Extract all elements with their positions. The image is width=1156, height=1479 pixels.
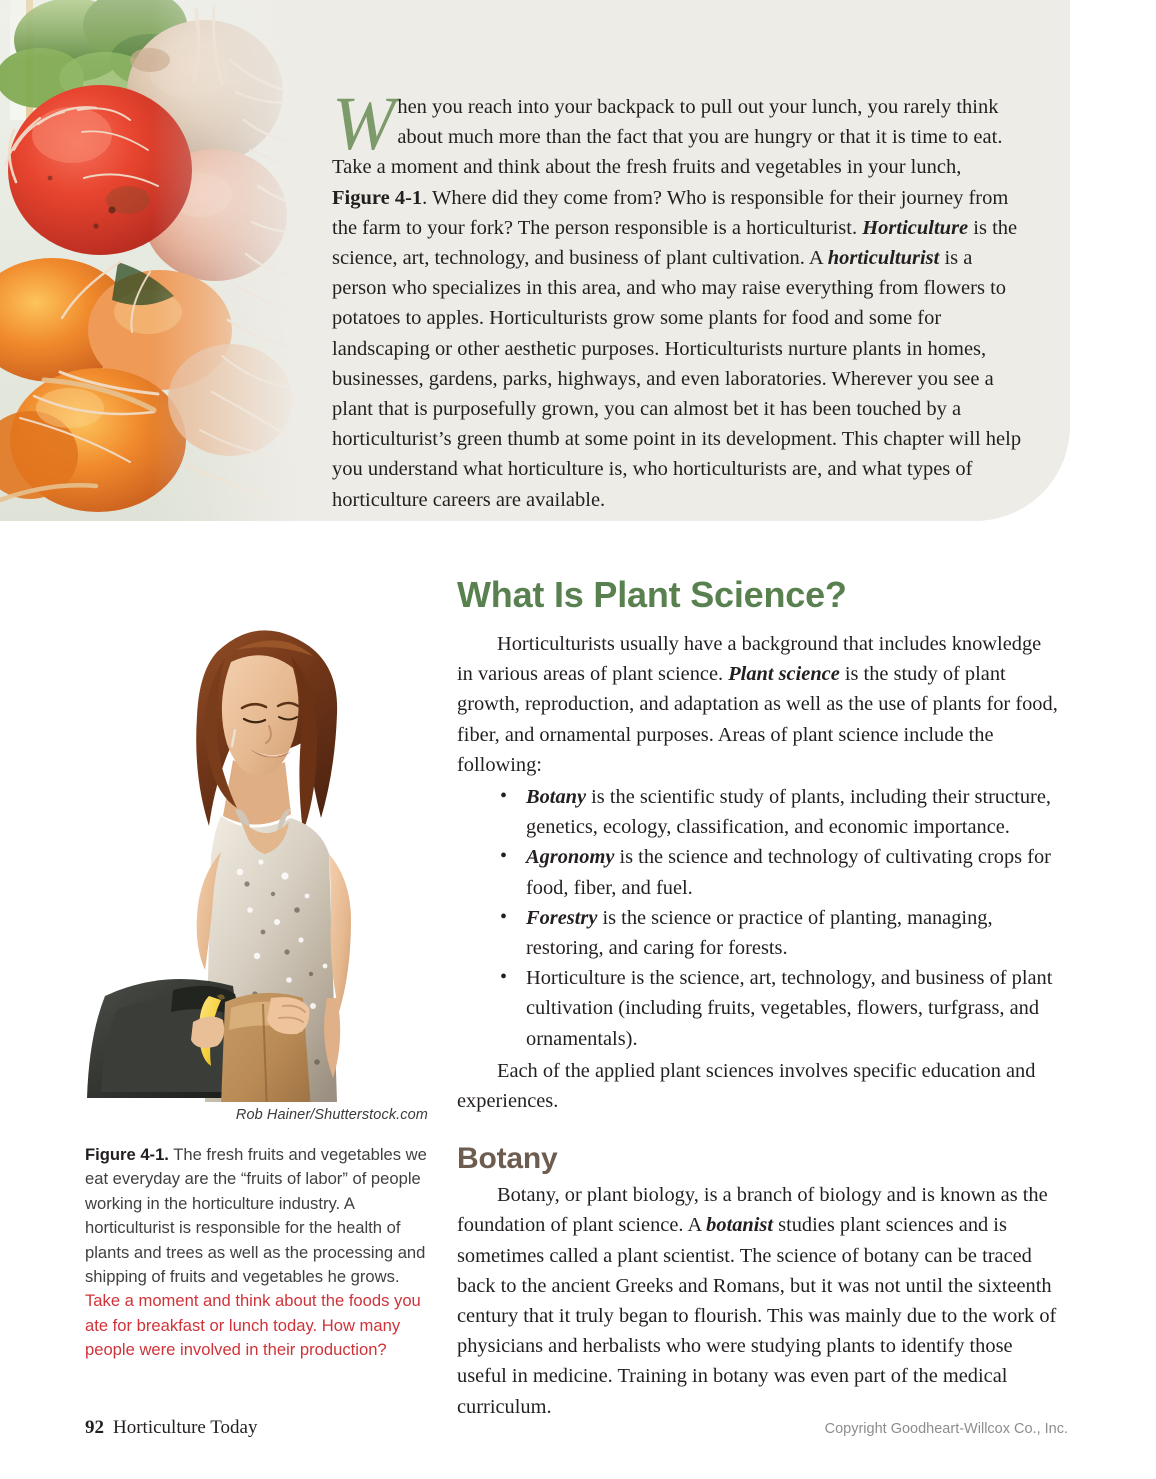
photo-credit: Rob Hainer/Shutterstock.com bbox=[235, 1107, 428, 1123]
page-number: 92 bbox=[85, 1417, 104, 1438]
figure-caption-text: The fresh fruits and vegetables we eat everyday are the “fruits of labor” of people working in the horticulture industry. A horticulturist is responsible for the health of plants and trees as well as the processing and shipping of fruits and vegetables he grows. bbox=[85, 1145, 427, 1287]
list-item-text: Horticulture is the science, art, technology, and business of plant cultivation (including fruits, vegetables, flowers, turfgrass, and ornamentals). bbox=[526, 967, 1053, 1050]
botany-text-a: Botany, or plant biology, is a branch of biology and is known as the foundation of plant science. A bbox=[457, 1184, 1048, 1237]
list-item-text: is the science and technology of cultivating crops for food, fiber, and fuel. bbox=[526, 846, 1051, 899]
drop-cap-letter: W bbox=[332, 82, 396, 166]
footer-running-head bbox=[85, 1417, 257, 1439]
botany-paragraph bbox=[457, 1180, 1059, 1422]
beet-harvest-photo bbox=[0, 0, 330, 521]
list-item-text: is the science or practice of planting, managing, restoring, and caring for forests. bbox=[526, 906, 993, 960]
chapter-opener-banner bbox=[0, 0, 1070, 521]
student-lunch-photo bbox=[85, 610, 428, 1102]
term-plant-science: Plant science bbox=[728, 663, 840, 686]
figure-reference: Figure 4-1 bbox=[332, 186, 423, 209]
list-item bbox=[526, 782, 1059, 842]
term-botanist: botanist bbox=[706, 1214, 774, 1237]
plant-science-text-b: is the study of plant growth, reproduction, and adaptation as well as the use of plants for food, fiber, and ornamental purposes. Areas of plant science include the following: bbox=[457, 663, 1058, 776]
figure-column bbox=[85, 610, 428, 1363]
subsection-heading-botany: Botany bbox=[457, 1142, 558, 1176]
book-title: Horticulture Today bbox=[113, 1417, 258, 1438]
term-agronomy: Agronomy bbox=[526, 846, 615, 869]
chapter-intro-paragraph bbox=[332, 82, 1024, 515]
plant-science-list bbox=[457, 782, 1059, 1054]
student-lunch-illustration bbox=[85, 610, 428, 1102]
intro-text-4: is a person who specializes in this area, and who may raise everything from flowers to potatoes to apples. Horticulturists grow some plants for food and some for landscaping or other aesthetic purposes. Horticulturists nurture plants in homes, businesses, gardens, parks, highways, and even laboratories. Wherever you see a plant that is purposefully grown, you can almost bet it has been touched by a horticulturist’s green thumb at some point in its development. This chapter will help you understand what horticulture is, who horticulturists are, and what types of horticulture careers are available. bbox=[332, 247, 1022, 511]
figure-caption-label: Figure 4-1. bbox=[85, 1145, 169, 1164]
term-horticulture: Horticulture bbox=[862, 216, 969, 239]
plant-science-text-a: Horticulturists usually have a background that includes knowledge in various areas of plant science. bbox=[457, 633, 1042, 686]
intro-text-1: hen you reach into your backpack to pull out your lunch, you rarely think about much more than the fact that you are hungry or that it is time to eat. Take a moment and think about the fresh fruits and vegetables in your lunch, bbox=[332, 96, 1003, 179]
list-item bbox=[526, 842, 1059, 902]
intro-text-2: . Where did they come from? Who is responsible for their journey from the farm to your fork? The person responsible is a horticulturist. bbox=[332, 186, 1009, 239]
copyright-notice: Copyright Goodheart-Willcox Co., Inc. bbox=[824, 1421, 1068, 1437]
figure-caption bbox=[85, 1143, 428, 1363]
list-item bbox=[526, 963, 1059, 1054]
list-item-text: is the scientific study of plants, including their structure, genetics, ecology, classification, and economic importance. bbox=[526, 786, 1051, 839]
term-botany: Botany bbox=[526, 786, 587, 809]
plant-science-intro-paragraph bbox=[457, 629, 1059, 780]
botany-text-b: studies plant sciences and is sometimes called a plant scientist. The science of botany can be traced back to the ancient Greeks and Romans, but it was not until the sixteenth century that it truly began to flourish. This was mainly due to the work of physicians and herbalists who were studying plants to identify those useful in medicine. Training in botany was even part of the medical curriculum. bbox=[457, 1214, 1057, 1418]
plant-science-closing-paragraph: Each of the applied plant sciences involves specific education and experiences. bbox=[457, 1059, 1036, 1113]
figure-caption-question: Take a moment and think about the foods you ate for breakfast or lunch today. How many people were involved in their production? bbox=[85, 1291, 421, 1360]
term-forestry: Forestry bbox=[526, 906, 598, 929]
term-horticulturist: horticulturist bbox=[827, 247, 940, 270]
intro-text-3: is the science, art, technology, and business of plant cultivation. A bbox=[332, 216, 1018, 270]
section-heading-plant-science: What Is Plant Science? bbox=[457, 574, 847, 615]
photo-right-fade bbox=[0, 0, 330, 521]
list-item bbox=[526, 903, 1059, 963]
main-text-column bbox=[457, 575, 1059, 1422]
